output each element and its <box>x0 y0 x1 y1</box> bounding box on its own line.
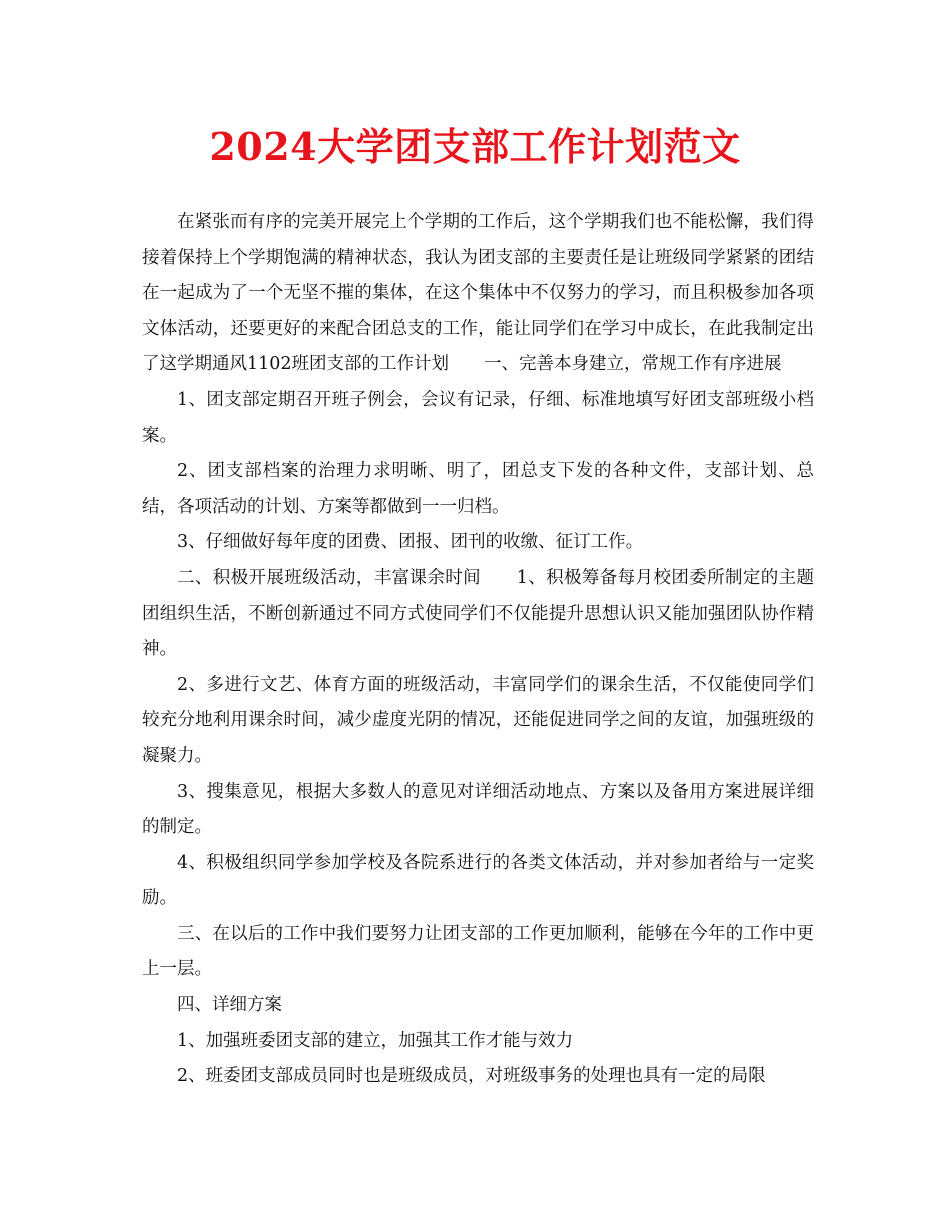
paragraph-item: 2、团支部档案的治理力求明晰、明了，团总支下发的各种文件，支部计划、总结，各项活动的计划、方案等都做到一一归档。 <box>142 461 814 517</box>
paragraph-item: 1、团支部定期召开班子例会，会议有记录，仔细、标准地填写好团支部班级小档案。 <box>142 389 814 446</box>
document-title: 2024大学团支部工作计划范文 <box>209 124 741 169</box>
paragraph-section: 三、在以后的工作中我们要努力让团支部的工作更加顺利，能够在今年的工作中更上一层。 <box>142 923 814 980</box>
paragraph-item: 2、班委团支部成员同时也是班级成员，对班级事务的处理也具有一定的局限 <box>177 1066 766 1087</box>
paragraph-item: 4、积极组织同学参加学校及各院系进行的各类文体活动，并对参加者给与一定奖励。 <box>142 852 814 909</box>
paragraph-section: 二、积极开展班级活动，丰富课余时间 1、积极筹备每月校团委所制定的主题团组织生活，不断创新通过不同方式使同学们不仅能提升思想认识又能加强团队协作精神。 <box>142 567 814 660</box>
paragraph-item: 3、仔细做好每年度的团费、团报、团刊的收缴、征订工作。 <box>177 532 644 553</box>
paragraph-item: 1、加强班委团支部的建立，加强其工作才能与效力 <box>177 1030 574 1051</box>
paragraph-intro: 在紧张而有序的完美开展完上个学期的工作后，这个学期我们也不能松懈，我们得接着保持上个学期饱满的精神状态，我认为团支部的主要责任是让班级同学紧紧的团结在一起成为了一个无坚不摧的集体，在这个集体中不仅努力的学习，而且积极参加各项文体活动，还要更好的来配合团总支的工作，能让同学们在学习中成长，在此我制定出了这学期通风1102班团支部的工作计划 一、完善本身建立，常规工作有序进展 <box>142 212 814 375</box>
document-body <box>142 205 814 1095</box>
paragraph-item: 3、搜集意见，根据大多数人的意见对详细活动地点、方案以及备用方案进展详细的制定。 <box>142 781 814 838</box>
paragraph-item: 2、多进行文艺、体育方面的班级活动，丰富同学们的课余生活，不仅能使同学们较充分地利用课余时间，减少虚度光阴的情况，还能促进同学之间的友谊，加强班级的凝聚力。 <box>142 674 814 766</box>
paragraph-section: 四、详细方案 <box>177 995 282 1016</box>
